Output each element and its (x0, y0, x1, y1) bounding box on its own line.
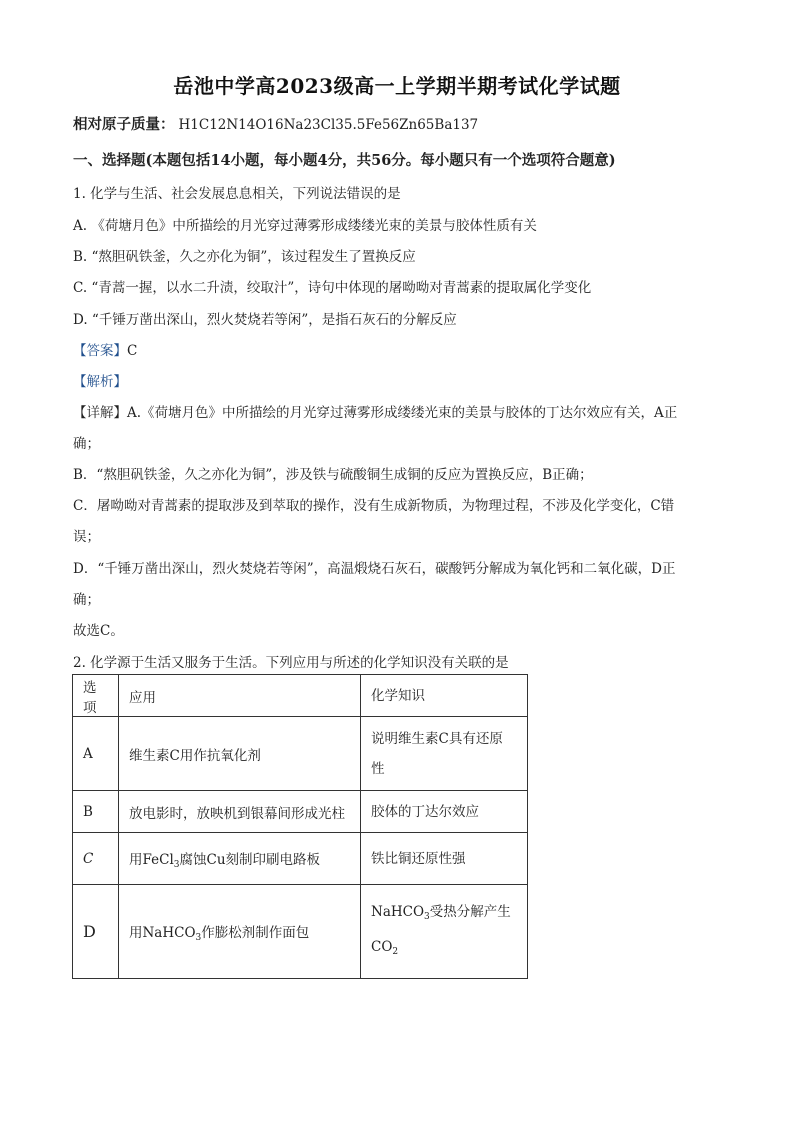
q1-option-a: A. 《荷塘月色》中所描绘的月光穿过薄雾形成缕缕光束的美景与胶体性质有关 (73, 218, 537, 234)
row-c-application (119, 833, 361, 885)
q2-table (72, 674, 528, 979)
row-c-app-sub: 3 (173, 859, 180, 870)
q1-option-d: D. “千锤万凿出深山，烈火焚烧若等闲”，是指石灰石的分解反应 (73, 312, 457, 328)
row-c-app-post: 腐蚀Cu刻制印刷电路板 (179, 851, 321, 868)
row-b-application: 放电影时，放映机到银幕间形成光柱 (119, 791, 361, 833)
row-c-option: C (73, 833, 119, 885)
row-b-knowledge: 胶体的丁达尔效应 (361, 791, 528, 833)
row-d-know2-pre: CO (371, 938, 393, 955)
row-d-app-sub: 3 (195, 932, 202, 943)
detail-line-7: 确； (73, 592, 100, 608)
detail-line-4: C．屠呦呦对青蒿素的提取涉及到萃取的操作，没有生成新物质，为物理过程，不涉及化学变化，C错 (73, 498, 675, 514)
table-row (73, 717, 528, 791)
row-d-app-pre: 用NaHCO (129, 924, 196, 941)
table-row (73, 833, 528, 885)
row-d-application (119, 885, 361, 979)
q2-stem: 2. 化学源于生活又服务于生活。下列应用与所述的化学知识没有关联的是 (73, 655, 509, 671)
row-c-app-pre: 用FeCl (129, 851, 174, 868)
atomic-mass-values: H1C12N14O16Na23Cl35.5Fe56Zn65Ba137 (178, 117, 479, 133)
q1-option-c: C. “青蒿一握，以水二升渍，绞取汁”，诗句中体现的屠呦呦对青蒿素的提取属化学变化 (73, 280, 592, 296)
answer-tag: 【答案】 (73, 343, 127, 359)
atomic-mass-label: 相对原子质量： (73, 116, 175, 133)
row-a-knowledge (361, 717, 528, 791)
detail-line-5: 误； (73, 529, 100, 545)
row-d-app-post: 作膨松剂制作面包 (201, 924, 310, 941)
row-d-know-sub: 3 (424, 911, 430, 922)
header-knowledge: 化学知识 (361, 675, 528, 717)
header-application: 应用 (119, 675, 361, 717)
row-a-knowledge-line-1: 说明维生素C具有还原 (371, 730, 503, 747)
header-option: 选项 (73, 675, 119, 717)
section-heading: 一、选择题(本题包括14小题，每小题4分，共56分。每小题只有一个选项符合题意) (73, 152, 616, 169)
detail-line-8: 故选C。 (73, 623, 124, 639)
detail-text-1: A.《荷塘月色》中所描绘的月光穿过薄雾形成缕缕光束的美景与胶体的丁达尔效应有关，A正 (127, 405, 678, 421)
page-title: 岳池中学高2023级高一上学期半期考试化学试题 (173, 74, 621, 98)
table-header-row (73, 675, 528, 717)
q1-stem: 1. 化学与生活、社会发展息息相关，下列说法错误的是 (73, 186, 401, 202)
row-d-knowledge (361, 885, 528, 979)
table-row (73, 791, 528, 833)
atomic-mass-line (73, 113, 478, 134)
q1-answer (73, 339, 137, 359)
analysis-tag: 【解析】 (73, 374, 127, 390)
row-d-know-post: 受热分解产生 (429, 903, 511, 920)
row-a-option: A (73, 717, 119, 791)
detail-line-6: D．“千锤万凿出深山，烈火焚烧若等闲”，高温煅烧石灰石，碳酸钙分解成为氧化钙和二氧化碳，D正 (73, 561, 676, 577)
row-d-know-pre: NaHCO (371, 903, 425, 920)
row-d-option: D (73, 885, 119, 979)
row-d-know2-sub: 2 (392, 946, 399, 957)
answer-value: C (127, 343, 138, 359)
table-row (73, 885, 528, 979)
row-a-application: 维生素C用作抗氧化剂 (119, 717, 361, 791)
q1-option-b: B. “熬胆矾铁釜，久之亦化为铜”，该过程发生了置换反应 (73, 249, 416, 265)
detail-tag: 【详解】 (73, 405, 127, 421)
row-d-knowledge-line-1 (371, 897, 517, 932)
detail-line-2: 确； (73, 436, 100, 452)
row-d-knowledge-line-2 (371, 932, 517, 967)
detail-line-3: B．“熬胆矾铁釜，久之亦化为铜”，涉及铁与硫酸铜生成铜的反应为置换反应，B正确； (73, 467, 593, 483)
row-c-knowledge: 铁比铜还原性强 (361, 833, 528, 885)
row-a-knowledge-line-2: 性 (371, 760, 385, 777)
row-b-option: B (73, 791, 119, 833)
detail-line-1 (73, 401, 677, 421)
